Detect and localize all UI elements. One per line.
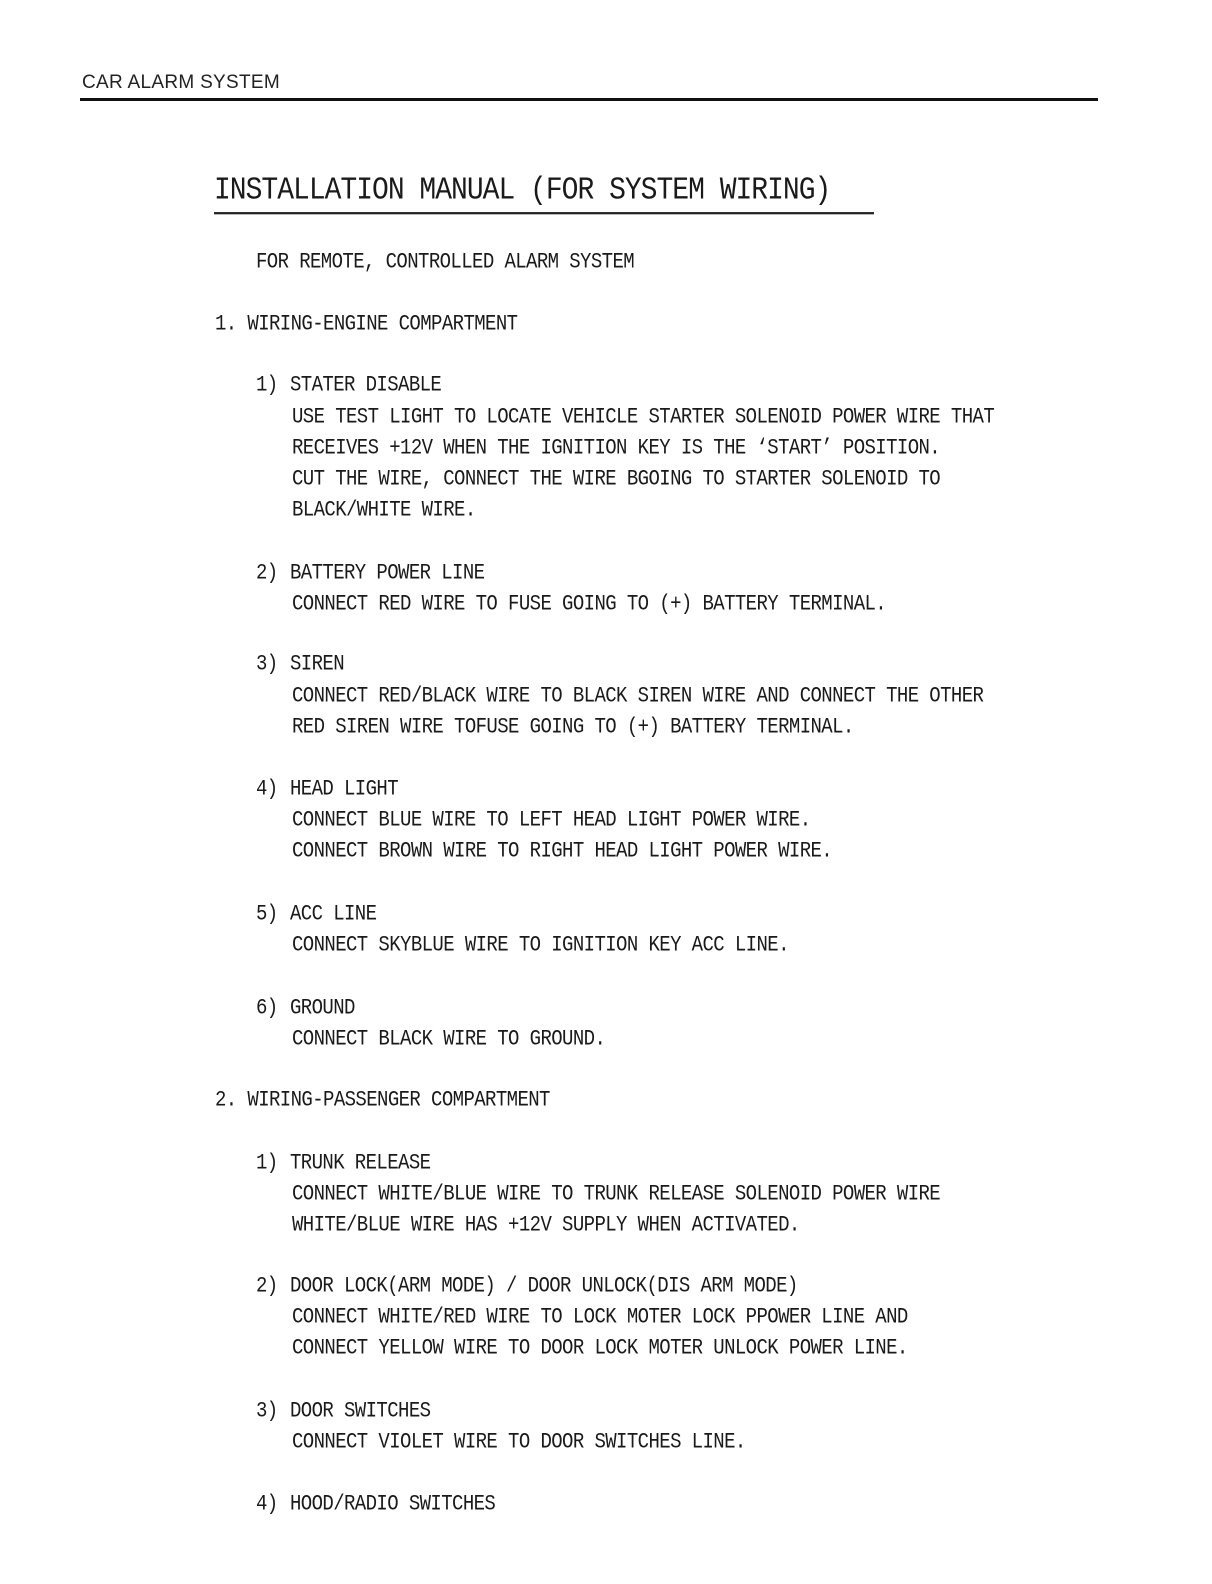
item-heading xyxy=(256,995,355,1020)
item-heading xyxy=(256,560,484,585)
item-heading xyxy=(256,372,441,397)
item-number: 4) xyxy=(256,776,278,802)
item-title: HOOD/RADIO SWITCHES xyxy=(290,1491,496,1517)
item-text-line: CONNECT SKYBLUE WIRE TO IGNITION KEY ACC LINE. xyxy=(292,932,789,958)
header-rule xyxy=(80,98,1098,101)
item-heading xyxy=(256,1273,798,1298)
item-title: TRUNK RELEASE xyxy=(290,1150,431,1176)
item-title: GROUND xyxy=(290,995,355,1021)
item-number: 4) xyxy=(256,1491,278,1517)
item-text-line: CUT THE WIRE, CONNECT THE WIRE BGOING TO STARTER SOLENOID TO xyxy=(292,466,941,492)
item-title: HEAD LIGHT xyxy=(290,776,399,802)
item-text-line: CONNECT WHITE/RED WIRE TO LOCK MOTER LOCK PPOWER LINE AND xyxy=(292,1304,908,1330)
item-text-line: CONNECT BLUE WIRE TO LEFT HEAD LIGHT POWER WIRE. xyxy=(292,807,811,833)
item-text-line: CONNECT YELLOW WIRE TO DOOR LOCK MOTER UNLOCK POWER LINE. xyxy=(292,1335,908,1361)
item-number: 2) xyxy=(256,560,278,586)
item-title: BATTERY POWER LINE xyxy=(290,560,485,586)
item-heading xyxy=(256,901,376,926)
item-text-line: CONNECT BLACK WIRE TO GROUND. xyxy=(292,1026,606,1052)
item-heading xyxy=(256,1398,430,1423)
item-number: 6) xyxy=(256,995,278,1021)
section-heading: 1. WIRING-ENGINE COMPARTMENT xyxy=(215,311,518,337)
item-number: 1) xyxy=(256,1150,278,1176)
item-text-line: CONNECT BROWN WIRE TO RIGHT HEAD LIGHT POWER WIRE. xyxy=(292,838,833,864)
item-title: STATER DISABLE xyxy=(290,372,442,398)
item-heading xyxy=(256,776,398,801)
item-number: 3) xyxy=(256,651,278,677)
item-heading xyxy=(256,1150,430,1175)
item-text-line: BLACK/WHITE WIRE. xyxy=(292,497,476,523)
item-number: 3) xyxy=(256,1398,278,1424)
document-subtitle: FOR REMOTE, CONTROLLED ALARM SYSTEM xyxy=(256,249,635,275)
document-title: INSTALLATION MANUAL (FOR SYSTEM WIRING) xyxy=(214,174,874,214)
item-text-line: CONNECT VIOLET WIRE TO DOOR SWITCHES LINE. xyxy=(292,1429,746,1455)
item-text-line: RECEIVES +12V WHEN THE IGNITION KEY IS THE ‘START’ POSITION. xyxy=(292,435,941,461)
item-heading xyxy=(256,651,344,676)
item-text-line: WHITE/BLUE WIRE HAS +12V SUPPLY WHEN ACTIVATED. xyxy=(292,1212,800,1238)
running-header: CAR ALARM SYSTEM xyxy=(82,72,281,93)
item-title: DOOR SWITCHES xyxy=(290,1398,431,1424)
item-text-line: CONNECT RED/BLACK WIRE TO BLACK SIREN WIRE AND CONNECT THE OTHER xyxy=(292,683,984,709)
item-heading xyxy=(256,1491,495,1516)
item-text-line: RED SIREN WIRE TOFUSE GOING TO (+) BATTERY TERMINAL. xyxy=(292,714,854,740)
item-number: 1) xyxy=(256,372,278,398)
item-text-line: CONNECT WHITE/BLUE WIRE TO TRUNK RELEASE SOLENOID POWER WIRE xyxy=(292,1181,941,1207)
item-number: 2) xyxy=(256,1273,278,1299)
item-title: DOOR LOCK(ARM MODE) / DOOR UNLOCK(DIS ARM MODE) xyxy=(290,1273,798,1299)
item-title: ACC LINE xyxy=(290,901,377,927)
section-heading: 2. WIRING-PASSENGER COMPARTMENT xyxy=(215,1087,550,1113)
item-number: 5) xyxy=(256,901,278,927)
item-text-line: USE TEST LIGHT TO LOCATE VEHICLE STARTER SOLENOID POWER WIRE THAT xyxy=(292,404,995,430)
item-text-line: CONNECT RED WIRE TO FUSE GOING TO (+) BATTERY TERMINAL. xyxy=(292,591,887,617)
item-title: SIREN xyxy=(290,651,345,677)
